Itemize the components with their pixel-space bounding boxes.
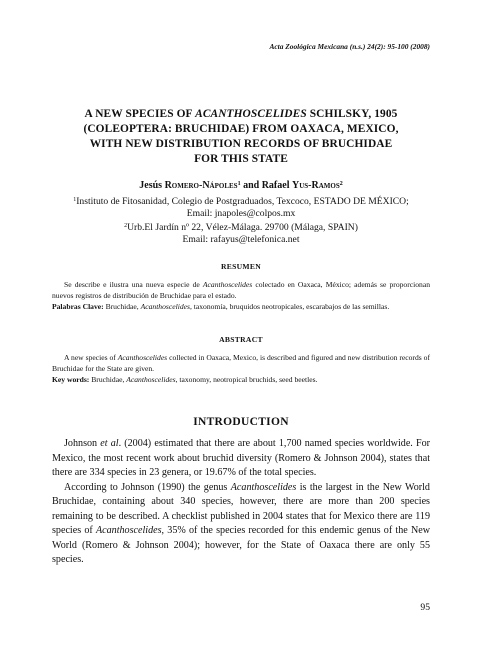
author-last-name: Yus-Ramos [291,180,340,191]
title-text: SCHILSKY, 1905 [306,108,398,120]
email-text: Email: jnapoles@colpos.mx [186,208,296,219]
affiliation-marker: 2 [124,223,128,229]
title-text: FOR THIS STATE [194,153,288,165]
genus-name: Acanthoscelides [230,481,297,493]
resumen-heading: RESUMEN [220,262,262,271]
page-number: 95 [420,602,430,613]
resumen-paragraph [52,279,430,301]
text-run: A new species of [64,353,118,362]
abstract-heading: ABSTRACT [219,335,263,344]
body-paragraph [52,437,430,481]
author-last-name: Romero-Nápoles [164,180,238,191]
title-text: WITH NEW DISTRIBUTION RECORDS OF BRUCHIDAE [89,138,393,150]
resumen-block [52,279,430,312]
title-text: (COLEOPTERA: BRUCHIDAE) FROM OAXACA, MEXICO, [83,123,399,135]
introduction-heading: INTRODUCTION [193,416,289,428]
title-line [40,137,442,152]
genus-name: Acanthoscelides [95,525,162,536]
genus-name: Acanthoscelides [117,353,168,362]
keywords-label: Palabras Clave: [52,302,104,311]
text-run: colectado en Oaxaca, México; además se proporcionan nuevos registros de distribución de Bruchidae para el estado. [52,280,430,300]
text-run: , 35% of the species recorded for this endemic genus of the New World (Romero & Johnson 2004); however, for the State of Oaxaca there are only 55 species. [52,525,430,565]
text-run: , taxonomy, neotropical bruchids, seed beetles. [175,375,318,384]
text-run: . (2004) estimated that there are about 1,700 named species worldwide. For Mexico, the most recent work about bruchid diversity (Romero & Johnson 2004), states that there are 334 species in 23 genera, or 19.67% of the total species. [52,438,431,478]
text-run: Bruchidae, [89,375,127,384]
text-run: is the largest in the New World Bruchidae, containing about 340 species, however, there are more than 200 species remaining to be described. A checklist published in 2004 states that for Mexico there are 119 species of [52,481,430,536]
affiliation-line [40,220,442,234]
affiliation-marker: 2 [339,181,343,187]
italic-text: et al [100,438,119,449]
title-text: A NEW SPECIES OF [84,108,196,120]
affiliation-text: Instituto de Fitosanidad, Colegio de Postgraduados, Texcoco, ESTADO DE MÉXICO; [76,196,409,207]
journal-citation: Acta Zoológica Mexicana (n.s.) 24(2): 95-100 (2008) [269,42,430,51]
abstract-paragraph [52,352,430,374]
affiliation-marker: 1 [237,181,241,187]
genus-name: Acanthoscelides [202,280,253,289]
abstract-block [52,352,430,385]
author-first-name: Jesús [139,180,165,191]
affiliation-text: Urb.El Jardín nº 22, Vélez-Málaga. 29700 (Málaga, SPAIN) [127,222,358,233]
affiliation-marker: 1 [73,197,77,203]
text-run: , taxonomía, bruquidos neotropicales, escarabajos de las semillas. [189,302,390,311]
text-run: Se describe e ilustra una nueva especie de [64,280,203,289]
text-run: Bruchidae, [103,302,141,311]
email-text: Email: rafayus@telefonica.net [182,234,300,245]
keywords-label: Key words: [52,375,90,384]
genus-name: Acanthoscelides [140,302,190,311]
body-paragraph [52,481,430,568]
title-line [40,107,442,122]
title-line [40,152,442,167]
author-line [40,180,442,191]
article-title [40,107,442,167]
genus-name: Acanthoscelides [126,375,176,384]
introduction-body [52,437,430,568]
text-run: According to Johnson (1990) the genus [64,481,231,493]
affiliation-email [40,207,442,220]
title-genus: ACANTHOSCELIDES [195,108,307,120]
affiliation-email [40,233,442,246]
abstract-keywords [52,374,430,385]
text-run: collected in Oaxaca, Mexico, is described and figured and new distribution records of Bruchidae for the State are given. [52,353,430,373]
title-line [40,122,442,137]
author-connector: and Rafael [240,180,292,191]
resumen-keywords [52,301,430,312]
affiliation-line [40,194,442,208]
text-run: Johnson [64,438,101,449]
